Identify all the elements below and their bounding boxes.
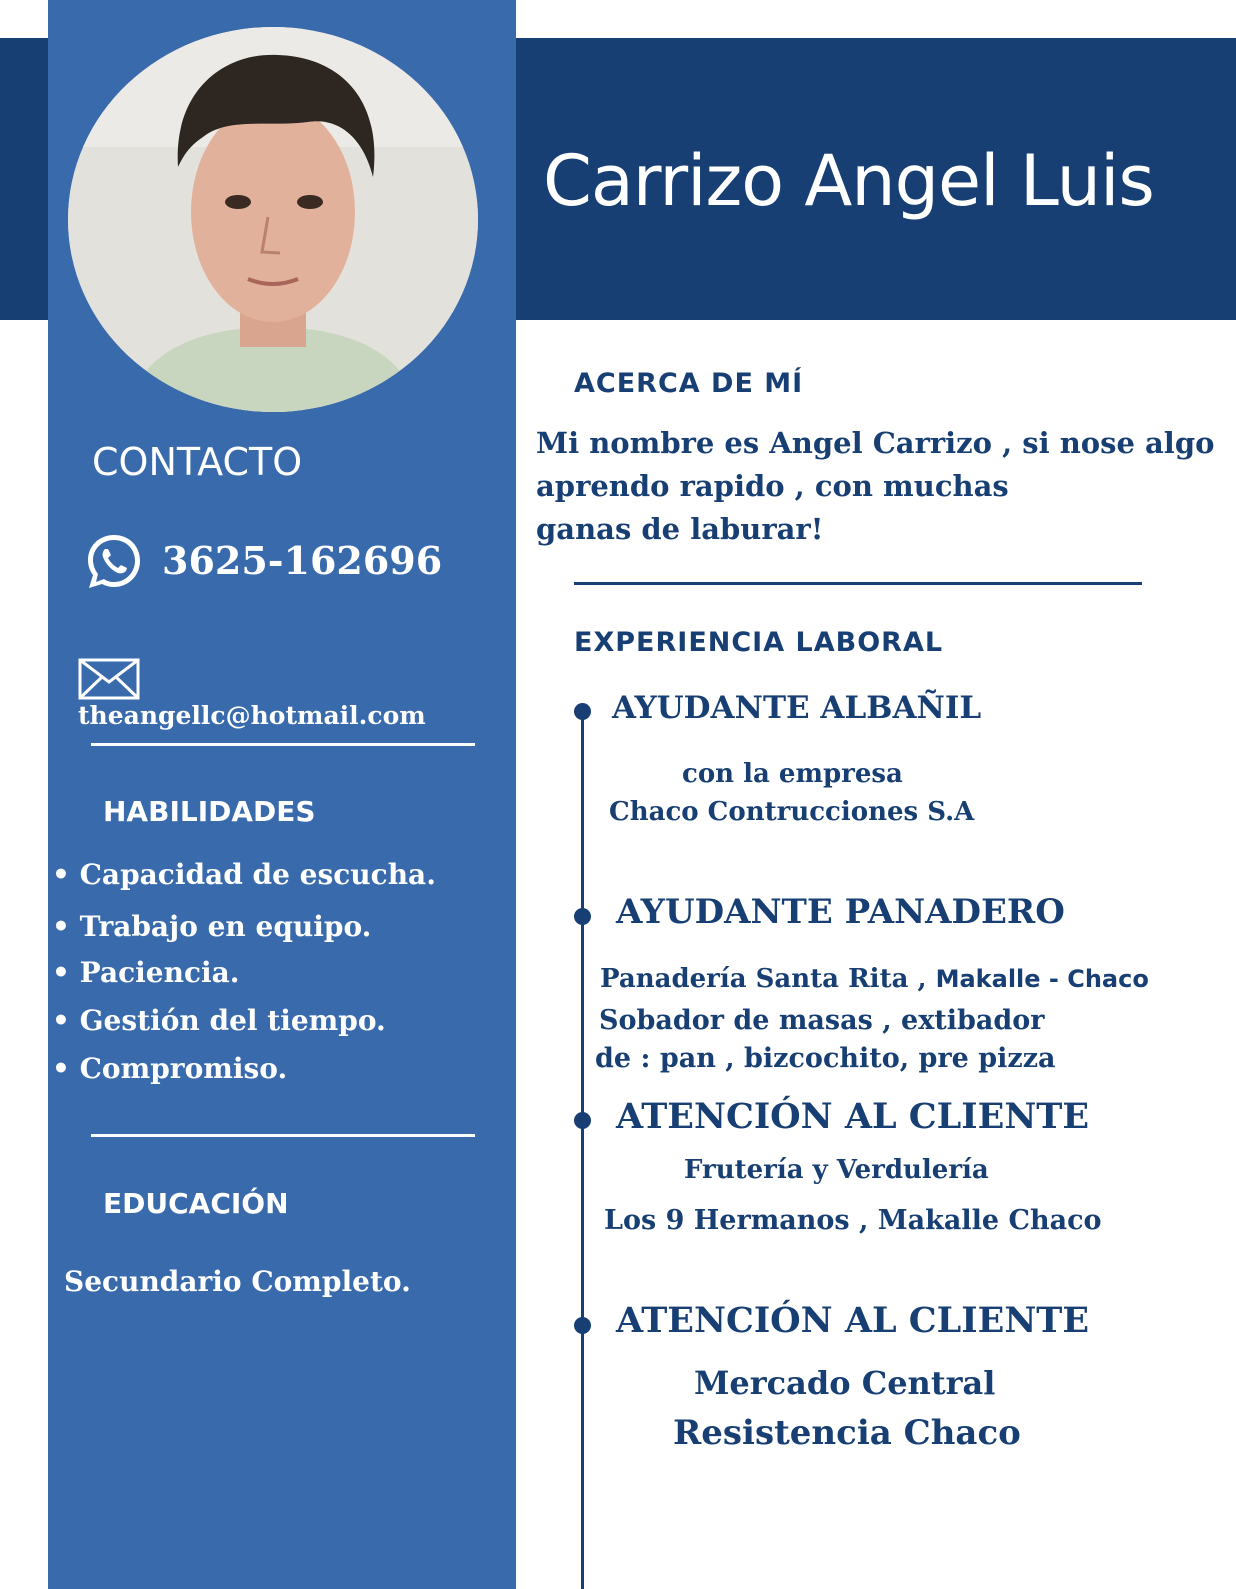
job-detail: Chaco Contrucciones S.A [609,797,975,827]
skills-heading: HABILIDADES [103,795,316,828]
about-heading: ACERCA DE MÍ [574,368,804,399]
about-line: Mi nombre es Angel Carrizo , si nose algo [536,426,1215,460]
job-title: ATENCIÓN AL CLIENTE [616,1096,1090,1137]
job-detail: Resistencia Chaco [673,1413,1021,1453]
skill-item: • Trabajo en equipo. [52,910,372,943]
about-text [536,422,1226,551]
email-address[interactable]: theangellc@hotmail.com [78,701,426,730]
person-name: Carrizo Angel Luis [543,140,1154,222]
skill-item: • Capacidad de escucha. [52,858,436,891]
job-title: AYUDANTE PANADERO [616,892,1065,932]
whatsapp-icon [82,530,146,594]
job-detail: con la empresa [682,759,903,789]
skill-item: • Paciencia. [52,956,240,989]
timeline-dot [574,908,591,925]
envelope-icon [78,658,140,700]
job-place-name: Panadería Santa Rita , [600,964,927,994]
timeline-dot [574,1317,591,1334]
skill-item: • Compromiso. [52,1052,288,1085]
timeline-dot [574,1112,591,1129]
about-divider [574,582,1142,585]
experience-heading: EXPERIENCIA LABORAL [574,627,944,658]
contact-heading: CONTACTO [92,440,303,484]
sidebar-divider [91,1134,475,1137]
sidebar-divider [91,743,475,746]
education-value: Secundario Completo. [64,1265,411,1298]
phone-number[interactable]: 3625-162696 [162,538,443,583]
job-detail: Frutería y Verdulería [684,1155,989,1185]
profile-photo-drawing [68,27,478,412]
job-detail: Mercado Central [694,1364,996,1402]
job-detail: Los 9 Hermanos , Makalle Chaco [604,1205,1102,1236]
job-place [600,964,1149,994]
profile-photo [68,27,478,412]
job-location: Makalle - Chaco [935,965,1149,993]
about-line: aprendo rapido , con muchas [536,469,1009,503]
education-heading: EDUCACIÓN [103,1187,289,1220]
job-title: AYUDANTE ALBAÑIL [612,690,982,726]
skill-item: • Gestión del tiempo. [52,1004,386,1037]
job-detail: de : pan , bizcochito, pre pizza [595,1043,1056,1074]
job-detail: Sobador de masas , extibador [599,1005,1045,1036]
timeline-line [581,712,584,1589]
job-title: ATENCIÓN AL CLIENTE [616,1300,1090,1341]
timeline-dot [574,703,591,720]
about-line: ganas de laburar! [536,512,824,546]
